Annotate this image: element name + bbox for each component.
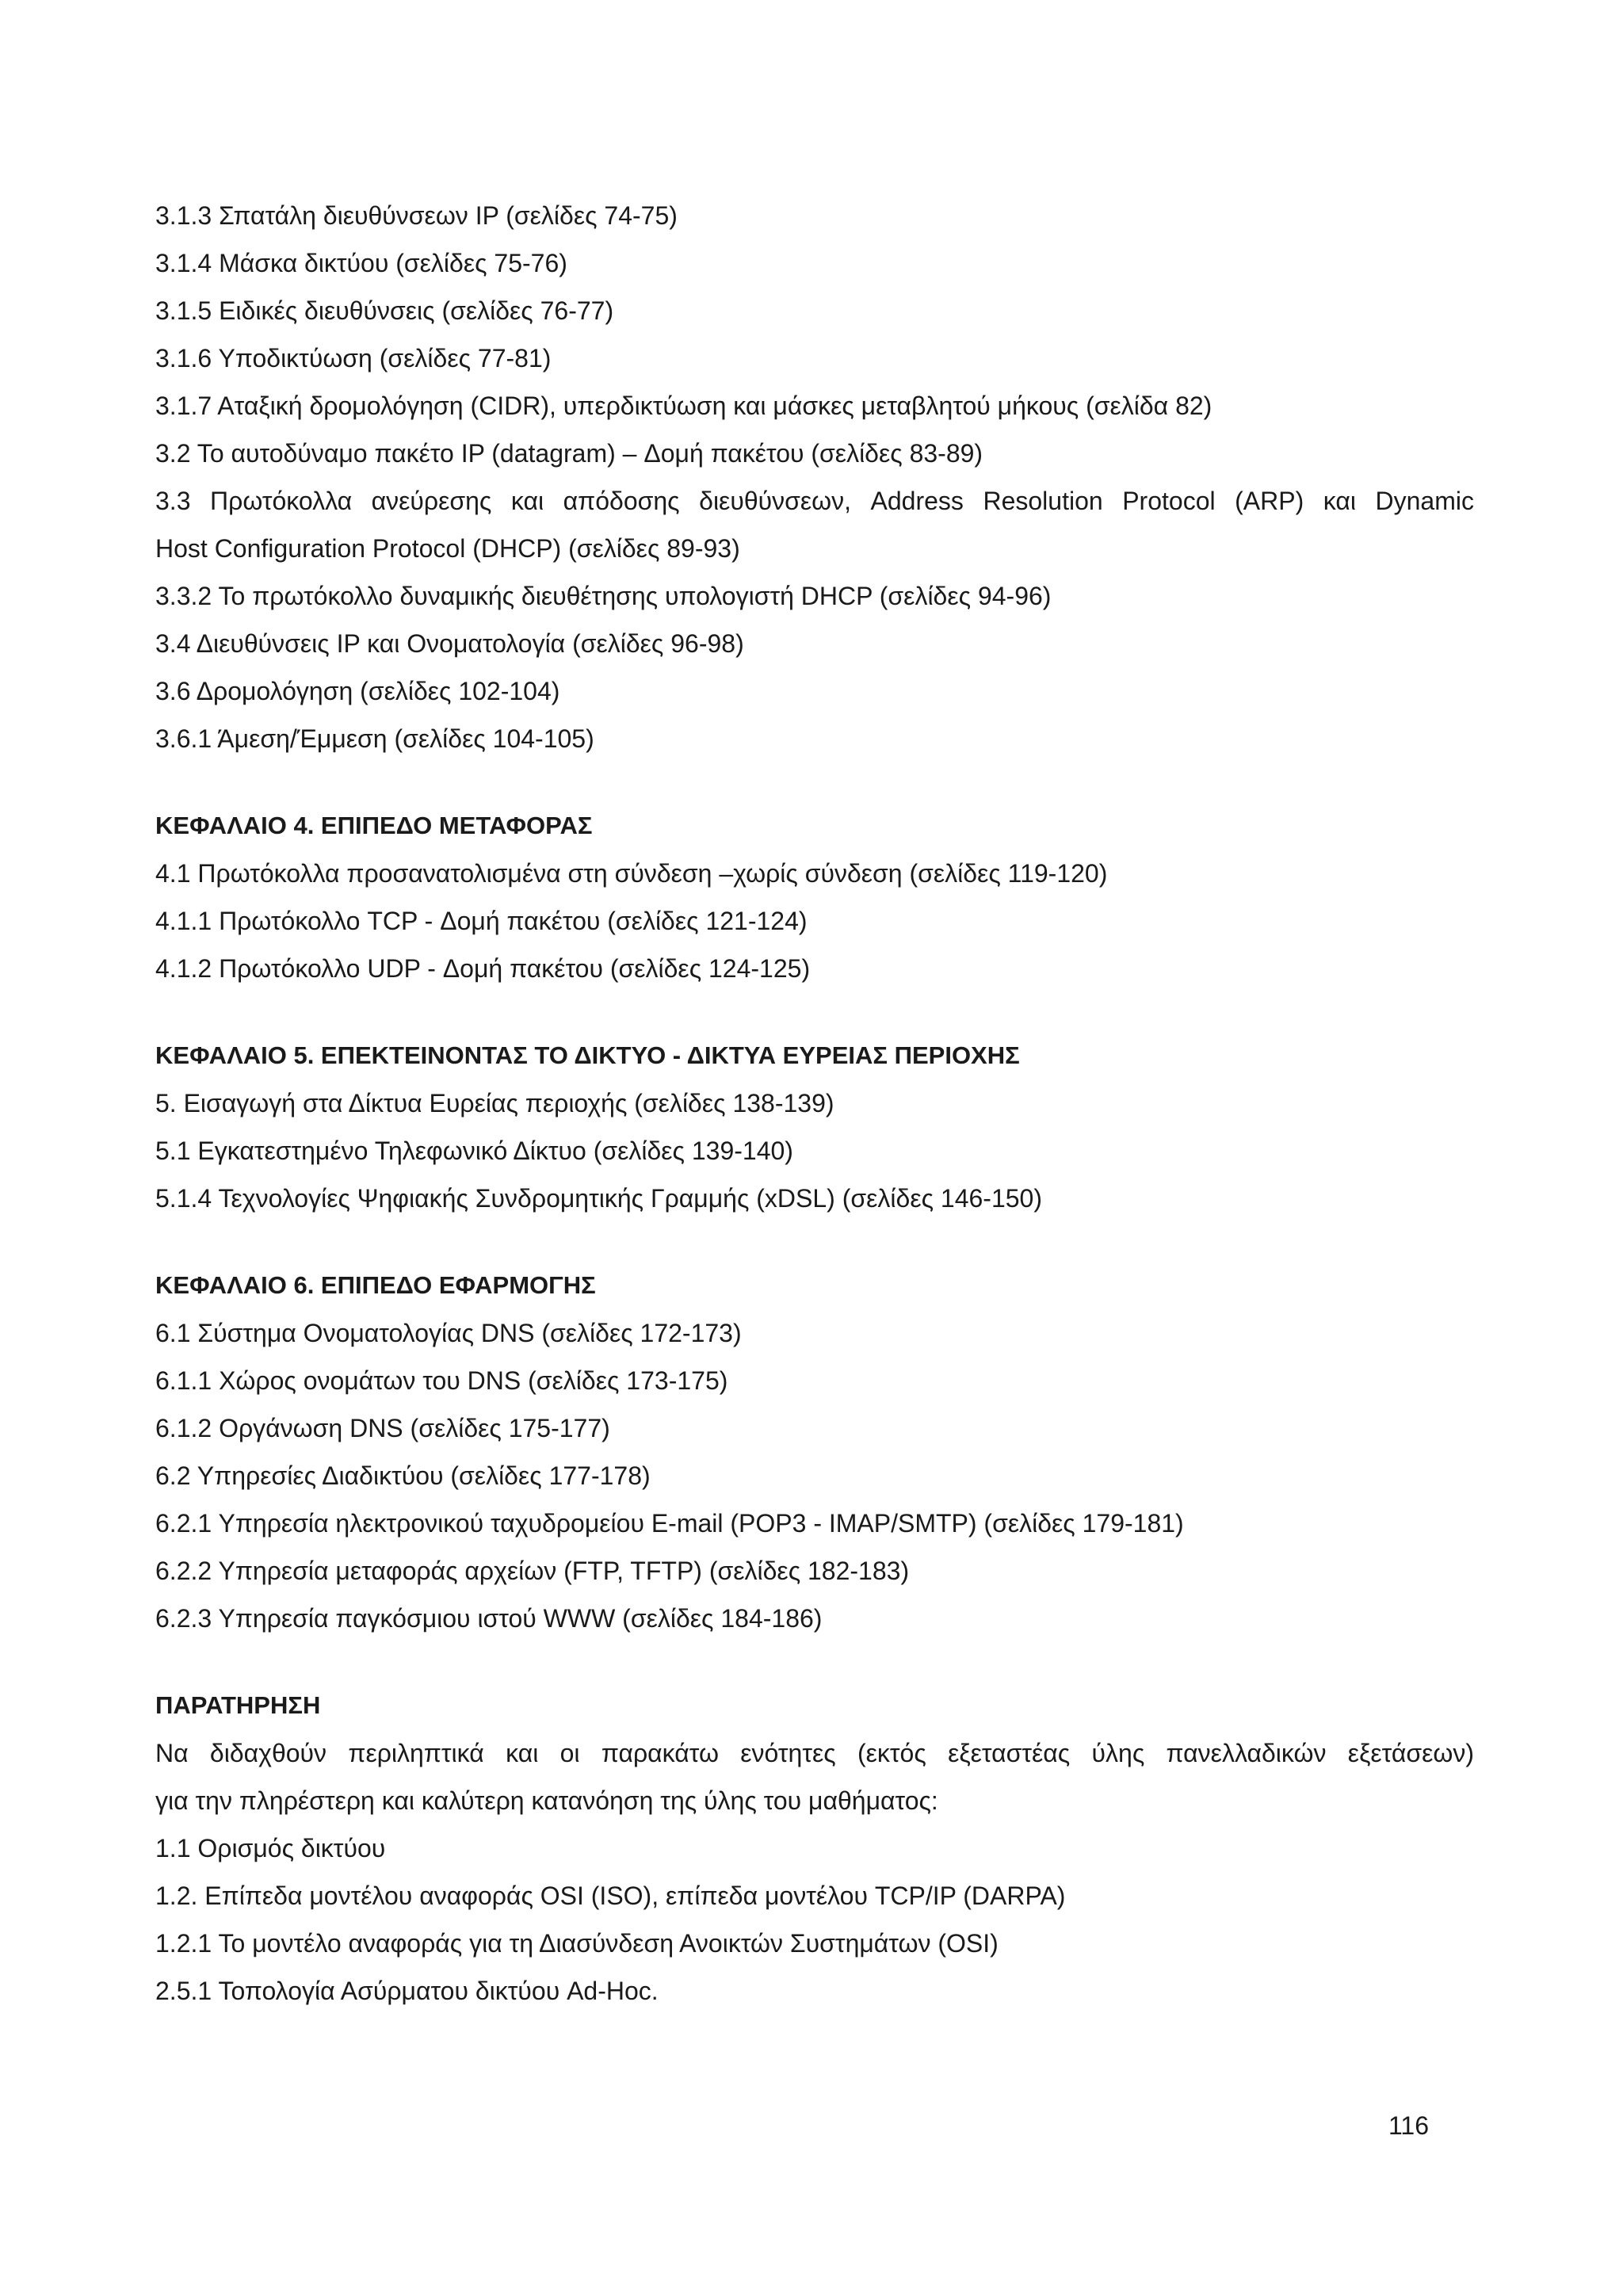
list-item: 6.1.2 Οργάνωση DNS (σελίδες 175-177) — [155, 1414, 610, 1442]
remark-heading: ΠΑΡΑΤΗΡΗΣΗ — [155, 1691, 321, 1719]
list-item: 6.2.1 Υπηρεσία ηλεκτρονικού ταχυδρομείου E-mail (POP3 - IMAP/SMTP) (σελίδες 179-181) — [155, 1509, 1184, 1538]
chapter-6-section — [155, 1262, 1474, 1642]
chapter-heading: ΚΕΦΑΛΑΙΟ 6. ΕΠΙΠΕΔΟ ΕΦΑΡΜΟΓΗΣ — [155, 1271, 596, 1299]
list-item: 3.1.4 Μάσκα δικτύου (σελίδες 75-76) — [155, 249, 567, 277]
list-item: 3.3 Πρωτόκολλα ανεύρεσης και απόδοσης διευθύνσεων, Address Resolution Protocol (ARP) και Dynamic — [155, 487, 1474, 515]
list-item: 3.4 Διευθύνσεις IP και Ονοματολογία (σελίδες 96-98) — [155, 629, 744, 658]
section-gap — [155, 1222, 1474, 1262]
chapter-5-section — [155, 1032, 1474, 1222]
list-item: 4.1 Πρωτόκολλα προσανατολισμένα στη σύνδεση –χωρίς σύνδεση (σελίδες 119-120) — [155, 859, 1108, 888]
remark-intro-continuation: για την πληρέστερη και καλύτερη κατανόηση της ύλης του μαθήματος: — [155, 1786, 938, 1815]
chapter-heading: ΚΕΦΑΛΑΙΟ 5. ΕΠΕΚΤΕΙΝΟΝΤΑΣ ΤΟ ΔΙΚΤΥΟ - ΔΙΚΤΥΑ ΕΥΡΕΙΑΣ ΠΕΡΙΟΧΗΣ — [155, 1041, 1020, 1069]
page-body — [155, 192, 1474, 2015]
list-item: 3.3.2 Το πρωτόκολλο δυναμικής διευθέτησης υπολογιστή DHCP (σελίδες 94-96) — [155, 582, 1052, 610]
list-item: 5. Εισαγωγή στα Δίκτυα Ευρείας περιοχής (σελίδες 138-139) — [155, 1089, 834, 1117]
list-item: 3.6 Δρομολόγηση (σελίδες 102-104) — [155, 677, 560, 705]
list-item: 6.2.2 Υπηρεσία μεταφοράς αρχείων (FTP, TFTP) (σελίδες 182-183) — [155, 1557, 910, 1585]
list-item: 1.1 Ορισμός δικτύου — [155, 1834, 386, 1862]
section-gap — [155, 992, 1474, 1032]
list-item: 6.1 Σύστημα Ονοματολογίας DNS (σελίδες 172-173) — [155, 1319, 742, 1347]
list-item-continuation: Host Configuration Protocol (DHCP) (σελίδες 89-93) — [155, 534, 740, 563]
page-number: 116 — [1388, 2111, 1430, 2140]
list-item: 4.1.1 Πρωτόκολλο TCP - Δομή πακέτου (σελίδες 121-124) — [155, 907, 808, 935]
list-item: 6.2 Υπηρεσίες Διαδικτύου (σελίδες 177-178) — [155, 1461, 651, 1490]
chapter-4-section — [155, 802, 1474, 992]
chapter-heading: ΚΕΦΑΛΑΙΟ 4. ΕΠΙΠΕΔΟ ΜΕΤΑΦΟΡΑΣ — [155, 812, 593, 839]
list-item: 5.1.4 Τεχνολογίες Ψηφιακής Συνδρομητικής Γραμμής (xDSL) (σελίδες 146-150) — [155, 1184, 1042, 1213]
list-item: 5.1 Εγκατεστημένο Τηλεφωνικό Δίκτυο (σελίδες 139-140) — [155, 1137, 793, 1165]
remark-section — [155, 1682, 1474, 2015]
list-item: 3.6.1 Άμεση/Έμμεση (σελίδες 104-105) — [155, 724, 594, 753]
section-3-list — [155, 192, 1474, 762]
list-item: 6.2.3 Υπηρεσία παγκόσμιου ιστού WWW (σελίδες 184-186) — [155, 1604, 823, 1633]
remark-intro: Να διδαχθούν περιληπτικά και οι παρακάτω ενότητες (εκτός εξεταστέας ύλης πανελλαδικών εξετάσεων) — [155, 1739, 1474, 1767]
list-item: 6.1.1 Χώρος ονομάτων του DNS (σελίδες 173-175) — [155, 1366, 728, 1395]
list-item: 3.1.5 Ειδικές διευθύνσεις (σελίδες 76-77) — [155, 296, 614, 325]
list-item: 1.2.1 Το μοντέλο αναφοράς για τη Διασύνδεση Ανοικτών Συστημάτων (OSI) — [155, 1929, 999, 1958]
list-item: 1.2. Επίπεδα μοντέλου αναφοράς OSI (ISO), επίπεδα μοντέλου TCP/IP (DARPA) — [155, 1881, 1066, 1910]
list-item: 2.5.1 Τοπολογία Ασύρματου δικτύου Ad-Hoc. — [155, 1977, 659, 2005]
list-item: 3.1.3 Σπατάλη διευθύνσεων IP (σελίδες 74-75) — [155, 201, 678, 230]
list-item: 3.1.7 Αταξική δρομολόγηση (CIDR), υπερδικτύωση και μάσκες μεταβλητού μήκους (σελίδα 82) — [155, 392, 1212, 420]
section-gap — [155, 762, 1474, 802]
list-item: 4.1.2 Πρωτόκολλο UDP - Δομή πακέτου (σελίδες 124-125) — [155, 954, 811, 983]
list-item: 3.1.6 Υποδικτύωση (σελίδες 77-81) — [155, 344, 552, 372]
list-item: 3.2 Το αυτοδύναμο πακέτο IP (datagram) – Δομή πακέτου (σελίδες 83-89) — [155, 439, 983, 468]
section-gap — [155, 1642, 1474, 1682]
